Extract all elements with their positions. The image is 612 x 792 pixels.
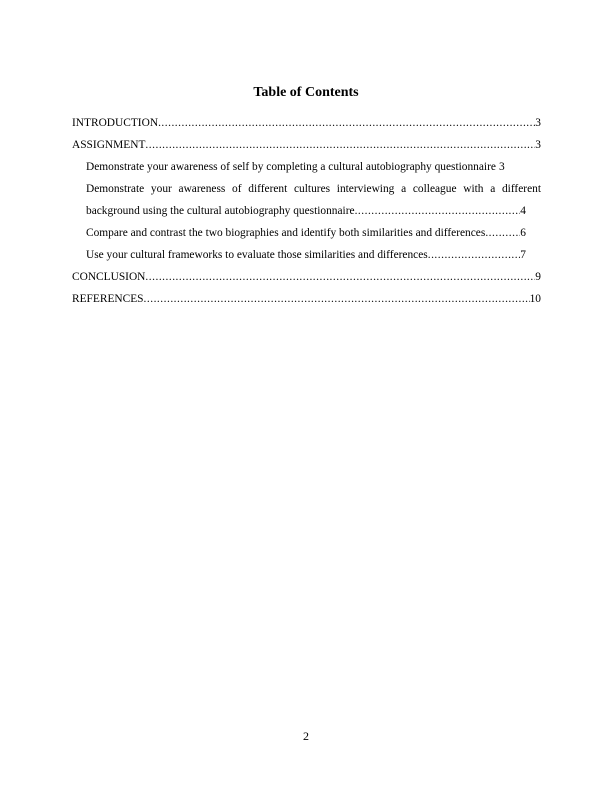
toc-entry-label-line2: background using the cultural autobiography questionnaire xyxy=(86,205,355,217)
toc-leader-dots xyxy=(144,288,530,310)
toc-entry-label: CONCLUSION xyxy=(72,271,146,283)
toc-entry-page: 7 xyxy=(520,249,526,261)
toc-entry-conclusion[interactable] xyxy=(72,266,541,288)
toc-entry-label: INTRODUCTION xyxy=(72,117,159,129)
toc-entry-awareness-of-self[interactable] xyxy=(86,156,541,178)
toc-entry-page: 3 xyxy=(498,161,505,173)
toc-entry-page: 6 xyxy=(520,227,526,239)
toc-entry-page: 9 xyxy=(535,271,541,283)
toc-entry-label: Use your cultural frameworks to evaluate those similarities and differences xyxy=(86,249,428,261)
toc-entry-label: Demonstrate your awareness of self by completing a cultural autobiography questionnaire xyxy=(86,161,496,173)
toc-entry-page: 3 xyxy=(535,139,541,151)
toc-entry-cultural-frameworks[interactable] xyxy=(86,244,526,266)
toc-leader-dots xyxy=(485,222,520,244)
toc-entry-compare-contrast[interactable] xyxy=(86,222,526,244)
toc-leader-dots xyxy=(145,134,535,156)
toc-entry-awareness-of-cultures[interactable] xyxy=(86,178,541,222)
toc-leader-dots xyxy=(145,266,535,288)
toc-entry-references[interactable] xyxy=(72,288,541,310)
toc-subentries xyxy=(72,156,541,266)
toc-list xyxy=(72,112,541,310)
toc-entry-label-line1: Demonstrate your awareness of different cultures interviewing a colleague with a different xyxy=(86,183,541,195)
toc-leader-dots xyxy=(355,200,521,222)
page-number: 2 xyxy=(303,729,309,743)
toc-leader-dots xyxy=(428,244,521,266)
toc-entry-label: REFERENCES xyxy=(72,293,144,305)
toc-entry-page: 3 xyxy=(535,117,541,129)
toc-entry-introduction[interactable] xyxy=(72,112,541,134)
toc-entry-continuation xyxy=(86,200,526,222)
toc-entry-page: 4 xyxy=(520,205,526,217)
toc-entry-label: ASSIGNMENT xyxy=(72,139,146,151)
toc-leader-dots xyxy=(158,112,535,134)
toc-title: Table of Contents xyxy=(253,85,359,100)
toc-entry-label: Compare and contrast the two biographies and identify both similarities and differences xyxy=(86,227,486,239)
toc-entry-page: 10 xyxy=(529,293,541,305)
toc-entry-assignment[interactable] xyxy=(72,134,541,156)
